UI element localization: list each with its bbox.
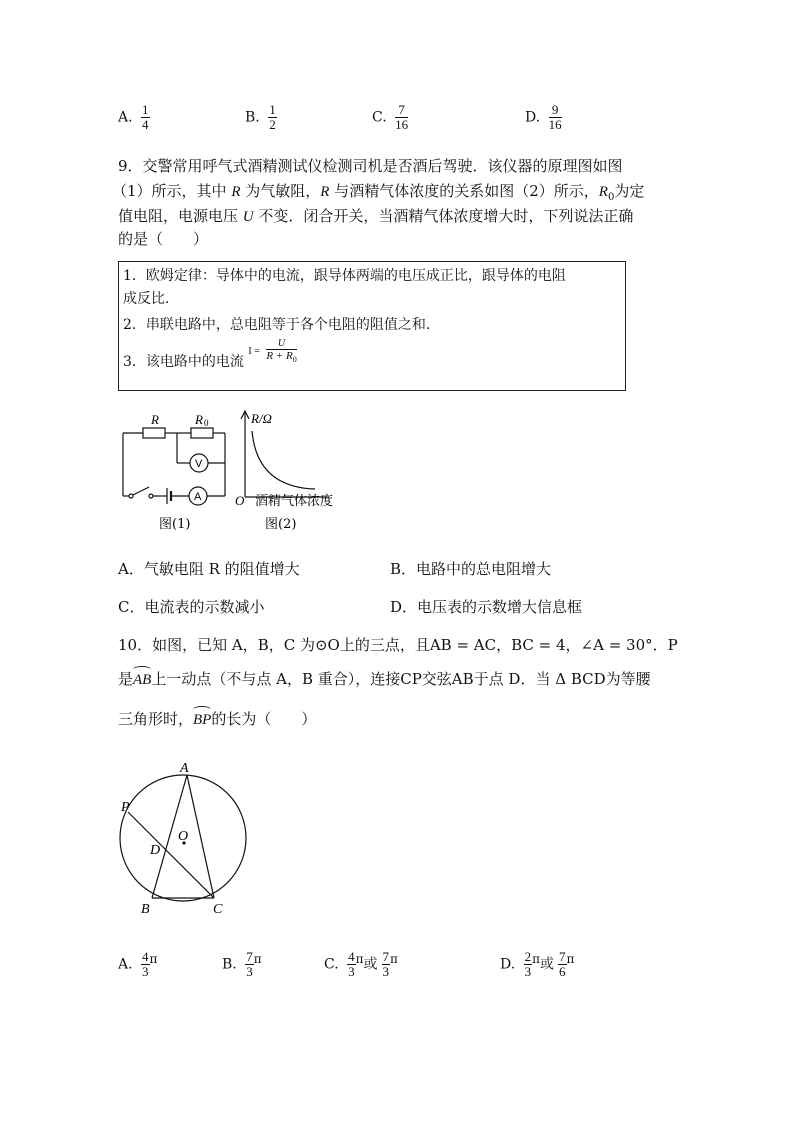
- q10-option-d: [500, 950, 574, 979]
- formula-fraction: [266, 338, 296, 366]
- info-box: [118, 261, 626, 391]
- ammeter-label: A: [194, 491, 202, 503]
- q10-option-c: [324, 950, 398, 979]
- label-r0: R: [195, 412, 203, 427]
- var-r0: R: [598, 184, 608, 200]
- voltmeter-label: V: [195, 458, 203, 470]
- chord-ac: [187, 775, 214, 898]
- point-p: P: [121, 800, 130, 815]
- text: 的长为（ ）: [211, 710, 317, 728]
- text: 三角形时，: [118, 710, 194, 728]
- text: 上一动点（不与点 A，B 重合），连接CP交弦AB于点 D．当 Δ BCD为等腰: [151, 670, 651, 688]
- arc-bp: BP: [193, 709, 211, 731]
- q9-option-b: B．电路中的总电阻增大: [390, 560, 552, 578]
- point-o: O: [178, 829, 189, 844]
- fraction: [347, 950, 356, 979]
- point-b: B: [141, 902, 150, 917]
- resistor-r0: [191, 428, 213, 438]
- label-r: R: [151, 412, 159, 427]
- text: （1）所示，其中: [112, 182, 232, 200]
- numerator: 7: [559, 949, 566, 964]
- option-label: A.: [118, 956, 133, 973]
- info-line-1: 1．欧姆定律：导体中的电流，跟导体两端的电压成正比，跟导体的电阻: [123, 268, 566, 284]
- option-label: A.: [118, 109, 133, 126]
- option-label: B.: [222, 956, 237, 973]
- fraction: [382, 950, 391, 979]
- info-line-3: 2．串联电路中，总电阻等于各个电阻的阻值之和.: [123, 317, 431, 333]
- var-r: R: [320, 184, 330, 200]
- fraction: [141, 103, 150, 132]
- denominator: 4: [142, 117, 149, 132]
- text: 值电阻，电源电压: [118, 207, 243, 225]
- caption-fig2: 图(2): [265, 517, 297, 532]
- option-label: B.: [245, 109, 260, 126]
- origin-label: O: [235, 493, 245, 508]
- denominator: 3: [246, 964, 253, 979]
- fraction: [524, 950, 533, 979]
- q10-line-3: [118, 708, 316, 731]
- fraction: [395, 103, 408, 132]
- resistor-r: [143, 428, 165, 438]
- q8-option-d: [525, 103, 562, 132]
- denominator: 16: [548, 117, 562, 132]
- q9-line-3: [118, 205, 633, 228]
- denominator: 3: [524, 964, 532, 979]
- denominator: 2: [269, 117, 276, 132]
- option-label: C.: [324, 956, 339, 973]
- info-line-2: 成反比.: [123, 291, 170, 307]
- point-c: C: [213, 902, 223, 917]
- text: 3．该电路中的电流: [123, 354, 244, 371]
- circle-figure: [110, 760, 260, 920]
- pi: π: [355, 951, 364, 966]
- pi: π: [532, 951, 541, 966]
- q9-option-c: C．电流表的示数减小: [118, 598, 265, 616]
- var-r: R: [231, 184, 241, 200]
- q8-option-a: [118, 103, 150, 132]
- point-d: D: [150, 843, 161, 858]
- fraction: [549, 103, 562, 132]
- info-line-4: [123, 338, 297, 376]
- denominator: 6: [559, 964, 566, 979]
- numerator: 4: [348, 949, 355, 964]
- formula-lhs: I =: [248, 346, 260, 358]
- numerator: 9: [549, 103, 562, 118]
- text: 与酒精气体浓度的关系如图（2）所示，: [329, 182, 599, 200]
- numerator: U: [266, 338, 296, 350]
- numerator: 7: [246, 949, 253, 964]
- q10-line-1: 10．如图，已知 A，B，C 为⊙O上的三点，且AB = AC，BC = 4，∠A = 30°．P: [118, 636, 678, 654]
- fraction: [245, 950, 254, 979]
- numerator: 1: [269, 102, 276, 117]
- q10-option-b: [222, 950, 262, 979]
- subscript: 0: [607, 192, 615, 203]
- q10-option-a: [118, 950, 157, 979]
- option-label: C.: [372, 109, 387, 126]
- numerator: 7: [395, 103, 408, 118]
- numerator: 2: [524, 949, 532, 964]
- or-text: 或: [540, 956, 555, 973]
- pi: π: [566, 951, 575, 966]
- q9-option-d: D．电压表的示数增大信息框: [390, 598, 583, 616]
- fraction: [141, 950, 150, 979]
- text: 是: [118, 670, 134, 688]
- numerator: 4: [142, 949, 149, 964]
- var-u: U: [242, 209, 254, 225]
- denominator: R + R: [266, 350, 293, 362]
- option-label: D.: [525, 109, 541, 126]
- option-label: D.: [500, 956, 516, 973]
- q10-line-2: [118, 668, 651, 691]
- text: 不变．闭合开关，当酒精气体浓度增大时，下列说法正确: [253, 207, 634, 225]
- pi: π: [253, 951, 262, 966]
- arc-ab: AB: [133, 669, 151, 691]
- denominator: 16: [395, 117, 409, 132]
- axis-y-label: R/Ω: [251, 411, 272, 426]
- label-r0-sub: 0: [204, 418, 209, 428]
- caption-fig1: 图(1): [159, 517, 191, 532]
- text: 为定: [614, 182, 645, 200]
- subscript: 0: [292, 355, 297, 365]
- text: 为气敏阻，: [240, 182, 321, 200]
- q9-line-4: 的是（ ）: [118, 230, 209, 248]
- circuit-and-graph-figure: [115, 405, 375, 535]
- denominator: 3: [382, 964, 390, 979]
- q9-line-1: 9．交警常用呼气式酒精测试仪检测司机是否酒后驾驶．该仪器的原理图如图: [118, 157, 623, 175]
- denominator: 3: [348, 964, 355, 979]
- pi: π: [149, 951, 158, 966]
- numerator: 1: [142, 102, 149, 117]
- numerator: 7: [382, 949, 390, 964]
- q8-option-b: [245, 103, 277, 132]
- fraction: [268, 103, 277, 132]
- axis-x-label: 酒精气体浓度: [255, 494, 334, 509]
- denominator: 3: [142, 964, 149, 979]
- q9-option-a: A．气敏电阻 R 的阻值增大: [118, 560, 300, 578]
- fraction: [558, 950, 567, 979]
- q8-option-c: [372, 103, 408, 132]
- or-text: 或: [363, 956, 378, 973]
- point-a: A: [180, 761, 189, 776]
- pi: π: [390, 951, 398, 966]
